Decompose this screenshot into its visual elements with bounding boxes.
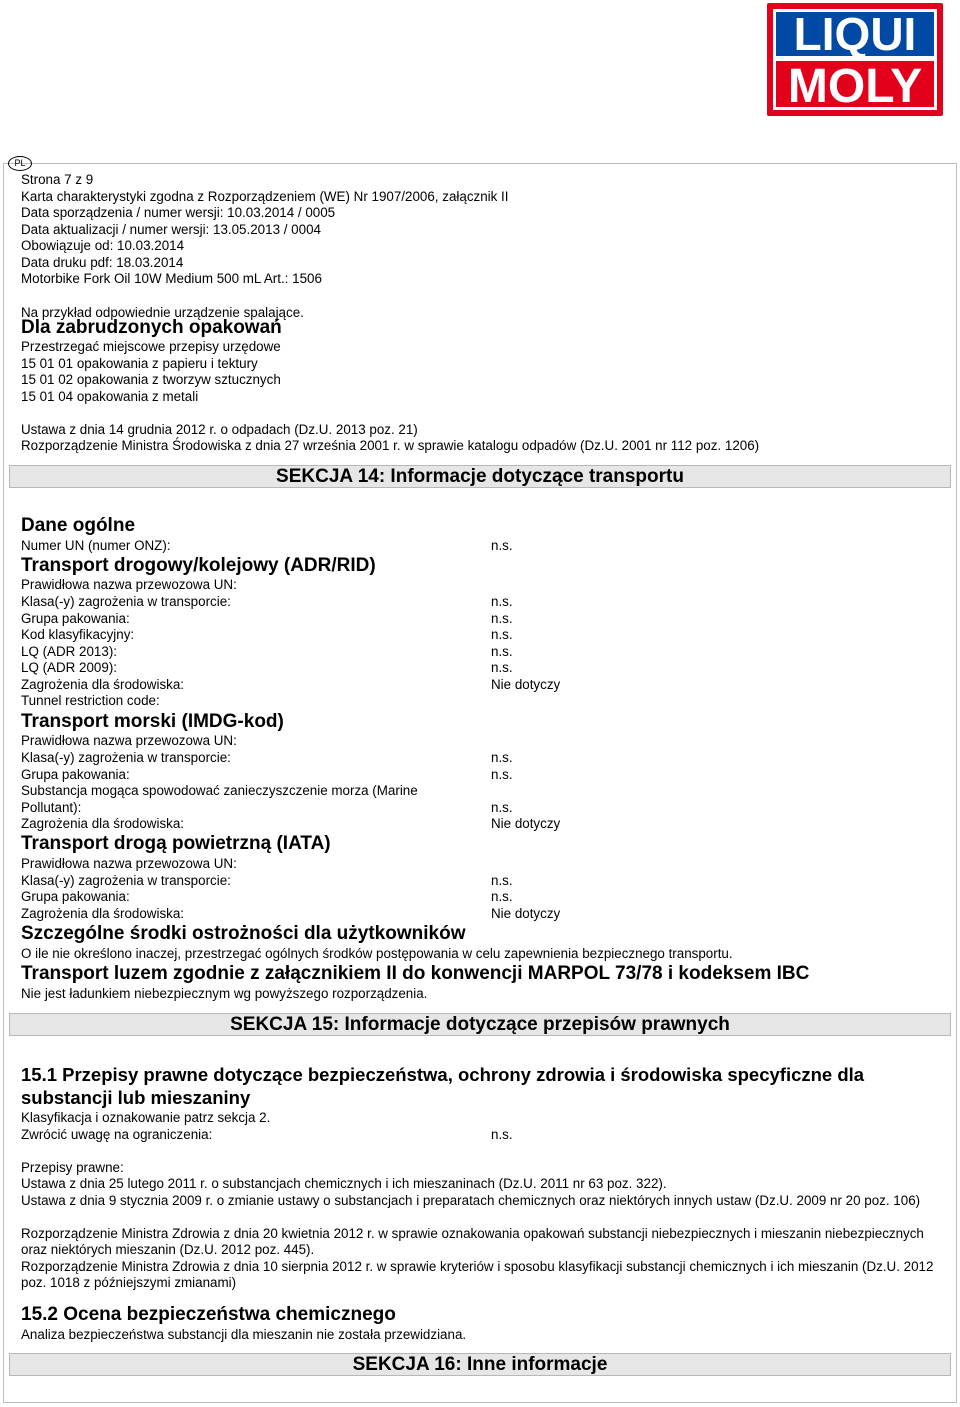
adr-lq2009-label: LQ (ADR 2009):: [21, 660, 118, 675]
marpol-text: Nie jest ładunkiem niebezpiecznym wg powyższego rozporządzenia.: [21, 986, 428, 1001]
un-number-value: n.s.: [491, 538, 513, 553]
waste-item: 15 01 01 opakowania z papieru i tektury: [21, 356, 258, 371]
adr-name-label: Prawidłowa nazwa przewozowa UN:: [21, 577, 237, 592]
iata-class-label: Klasa(-y) zagrożenia w transporcie:: [21, 873, 231, 888]
section-15-2-heading: 15.2 Ocena bezpieczeństwa chemicznego: [21, 1304, 396, 1325]
legal-reg: Rozporządzenie Ministra Zdrowia z dnia 20 kwietnia 2012 r. w sprawie oznakowania opakowań substancji niebezpiecznych i mieszanin niebezpiecznych oraz niektórych mieszanin (Dz.U. 2012 poz. 445).: [21, 1226, 924, 1257]
adr-code-label: Kod klasyfikacyjny:: [21, 627, 135, 642]
imdg-heading: Transport morski (IMDG-kod): [21, 711, 284, 732]
iata-heading: Transport drogą powietrzną (IATA): [21, 833, 331, 854]
imdg-env-value: Nie dotyczy: [491, 816, 561, 831]
legal-regs-label: Przepisy prawne:: [21, 1160, 124, 1175]
adr-code-value: n.s.: [491, 627, 513, 642]
adr-env-value: Nie dotyczy: [491, 677, 561, 692]
logo-text-bottom: MOLY: [787, 60, 923, 113]
waste-item: Przestrzegać miejscowe przepisy urzędowe: [21, 339, 281, 354]
update-date: Data aktualizacji / numer wersji: 13.05.2013 / 0004: [21, 222, 321, 237]
print-date: Data druku pdf: 18.03.2014: [21, 255, 184, 270]
waste-line: Na przykład odpowiednie urządzenie spalające.: [21, 305, 304, 320]
adr-class-label: Klasa(-y) zagrożenia w transporcie:: [21, 594, 231, 609]
imdg-env-label: Zagrożenia dla środowiska:: [21, 816, 185, 831]
waste-law: Ustawa z dnia 14 grudnia 2012 r. o odpadach (Dz.U. 2013 poz. 21): [21, 422, 418, 437]
imdg-marine-value: n.s.: [491, 800, 513, 815]
classification-text: Klasyfikacja i oznakowanie patrz sekcja 2.: [21, 1110, 271, 1125]
imdg-class-value: n.s.: [491, 750, 513, 765]
product-name: Motorbike Fork Oil 10W Medium 500 mL Art.: 1506: [21, 271, 322, 286]
waste-heading: Dla zabrudzonych opakowań: [21, 317, 282, 338]
iata-pack-value: n.s.: [491, 889, 513, 904]
general-heading: Dane ogólne: [21, 515, 136, 536]
adr-class-value: n.s.: [491, 594, 513, 609]
waste-item: 15 01 04 opakowania z metali: [21, 389, 199, 404]
page-number: Strona 7 z 9: [21, 172, 94, 187]
waste-law: Rozporządzenie Ministra Środowiska z dnia 27 września 2001 r. w sprawie katalogu odpadów (Dz.U. 2001 nr 112 poz. 1206): [21, 438, 760, 453]
restrictions-value: n.s.: [491, 1127, 513, 1142]
language-badge: PL: [8, 156, 32, 171]
prep-date: Data sporządzenia / numer wersji: 10.03.2014 / 0005: [21, 205, 336, 220]
iata-name-label: Prawidłowa nazwa przewozowa UN:: [21, 856, 237, 871]
special-precautions-text: O ile nie określono inaczej, przestrzegać ogólnych środków postępowania w celu zapewnienia bezpiecznego transportu.: [21, 946, 733, 961]
doc-title: Karta charakterystyki zgodna z Rozporządzeniem (WE) Nr 1907/2006, załącznik II: [21, 189, 509, 204]
iata-pack-label: Grupa pakowania:: [21, 889, 130, 904]
section-15-title: SEKCJA 15: Informacje dotyczące przepisów prawnych: [9, 1013, 951, 1036]
waste-item: 15 01 02 opakowania z tworzyw sztucznych: [21, 372, 281, 387]
section-16-title: SEKCJA 16: Inne informacje: [9, 1353, 951, 1376]
adr-pack-value: n.s.: [491, 611, 513, 626]
special-precautions-heading: Szczególne środki ostrożności dla użytkowników: [21, 923, 466, 944]
section-14-title: SEKCJA 14: Informacje dotyczące transportu: [9, 465, 951, 488]
adr-env-label: Zagrożenia dla środowiska:: [21, 677, 185, 692]
marpol-heading: Transport luzem zgodnie z załącznikiem II do konwencji MARPOL 73/78 i kodeksem IBC: [21, 963, 810, 984]
section-15-1-heading: 15.1 Przepisy prawne dotyczące bezpieczeństwa, ochrony zdrowia i środowiska specyficzne dla substancji lub mieszaniny: [21, 1064, 865, 1108]
adr-tunnel-label: Tunnel restriction code:: [21, 693, 160, 708]
valid-from: Obowiązuje od: 10.03.2014: [21, 238, 185, 253]
imdg-marine-label-cont: Pollutant):: [21, 800, 82, 815]
liqui-moly-logo: [767, 3, 943, 116]
adr-pack-label: Grupa pakowania:: [21, 611, 130, 626]
imdg-class-label: Klasa(-y) zagrożenia w transporcie:: [21, 750, 231, 765]
imdg-pack-label: Grupa pakowania:: [21, 767, 130, 782]
restrictions-label: Zwrócić uwagę na ograniczenia:: [21, 1127, 213, 1142]
iata-env-value: Nie dotyczy: [491, 906, 561, 921]
logo-text-top: LIQUI: [793, 8, 917, 60]
adr-lq2013-value: n.s.: [491, 644, 513, 659]
iata-class-value: n.s.: [491, 873, 513, 888]
un-number-label: Numer UN (numer ONZ):: [21, 538, 171, 553]
legal-reg: Ustawa z dnia 25 lutego 2011 r. o substancjach chemicznych i ich mieszaninach (Dz.U. 2011 nr 63 poz. 322).: [21, 1176, 667, 1191]
adr-lq2013-label: LQ (ADR 2013):: [21, 644, 118, 659]
imdg-name-label: Prawidłowa nazwa przewozowa UN:: [21, 733, 237, 748]
legal-reg: Ustawa z dnia 9 stycznia 2009 r. o zmianie ustawy o substancjach i preparatach chemicznych oraz niektórych innych ustaw (Dz.U. 2009 nr 20 poz. 106): [21, 1193, 921, 1208]
imdg-pack-value: n.s.: [491, 767, 513, 782]
section-15-2-text: Analiza bezpieczeństwa substancji dla mieszanin nie została przewidziana.: [21, 1327, 467, 1342]
iata-env-label: Zagrożenia dla środowiska:: [21, 906, 185, 921]
legal-reg: Rozporządzenie Ministra Zdrowia z dnia 10 sierpnia 2012 r. w sprawie kryteriów i sposobu klasyfikacji substancji chemicznych i ich mieszanin (Dz.U. 2012 poz. 1018 z późniejszymi zmianami): [21, 1259, 934, 1290]
imdg-marine-label: Substancja mogąca spowodować zanieczyszczenie morza (Marine: [21, 783, 418, 798]
adr-heading: Transport drogowy/kolejowy (ADR/RID): [21, 555, 376, 576]
adr-lq2009-value: n.s.: [491, 660, 513, 675]
